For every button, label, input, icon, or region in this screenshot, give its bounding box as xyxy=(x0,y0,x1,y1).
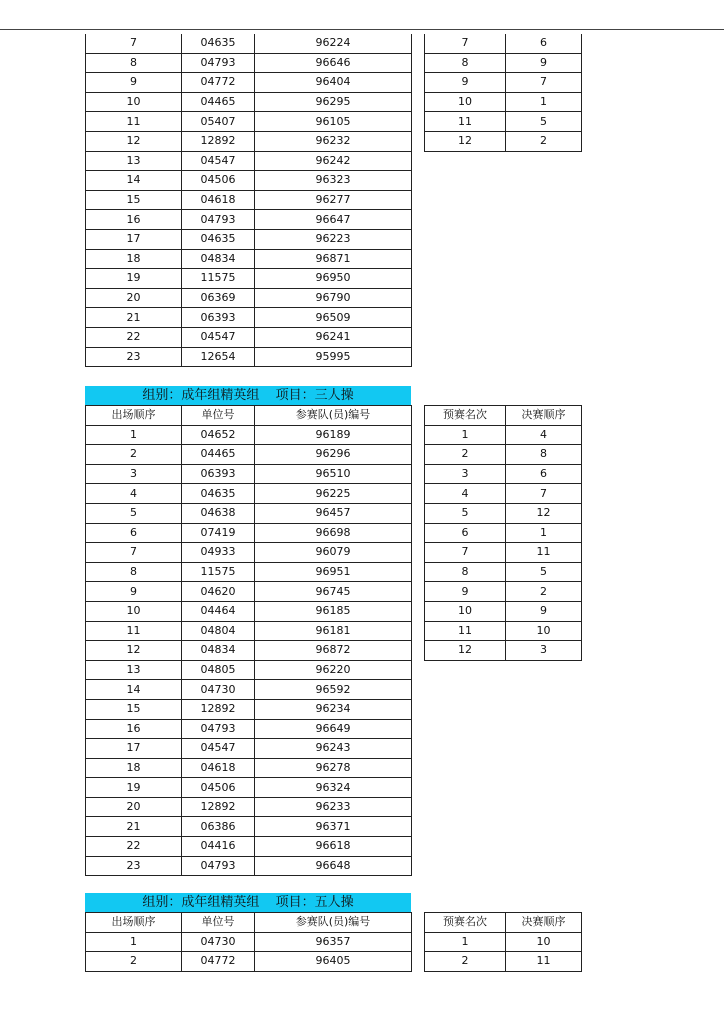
table-cell: 04416 xyxy=(182,837,255,857)
table-cell: 5 xyxy=(86,503,182,523)
table-cell: 10 xyxy=(86,92,182,112)
table-cell: 9 xyxy=(425,73,506,93)
table-cell: 04635 xyxy=(182,484,255,504)
table-cell: 04730 xyxy=(182,932,255,952)
table-cell: 95995 xyxy=(255,347,412,367)
table-cell: 12892 xyxy=(182,699,255,719)
table-cell: 22 xyxy=(86,837,182,857)
ranking-row xyxy=(425,92,582,112)
header-final-order: 决赛顺序 xyxy=(506,913,582,933)
ranking-row xyxy=(425,503,582,523)
ranking-row xyxy=(425,952,582,972)
table-cell: 07419 xyxy=(182,523,255,543)
table-cell: 04506 xyxy=(182,171,255,191)
table-cell: 20 xyxy=(86,288,182,308)
table-cell: 04772 xyxy=(182,952,255,972)
table-cell: 96105 xyxy=(255,112,412,132)
table-cell: 8 xyxy=(425,53,506,73)
table-cell: 04620 xyxy=(182,582,255,602)
table-cell: 96510 xyxy=(255,464,412,484)
table-row xyxy=(86,641,412,661)
table-cell: 96592 xyxy=(255,680,412,700)
table-cell: 96296 xyxy=(255,445,412,465)
schedule-table-cont xyxy=(85,34,412,367)
table-cell: 2 xyxy=(506,582,582,602)
table-cell: 04805 xyxy=(182,660,255,680)
ranking-row xyxy=(425,484,582,504)
table-header-row xyxy=(86,406,412,426)
table-row xyxy=(86,151,412,171)
table-cell: 7 xyxy=(86,34,182,53)
table-cell: 06386 xyxy=(182,817,255,837)
header-team-id: 参赛队(员)编号 xyxy=(255,406,412,426)
table-cell: 04465 xyxy=(182,445,255,465)
table-cell: 96872 xyxy=(255,641,412,661)
table-cell: 10 xyxy=(425,601,506,621)
table-cell: 04635 xyxy=(182,229,255,249)
table-cell: 96323 xyxy=(255,171,412,191)
table-cell: 1 xyxy=(425,932,506,952)
table-cell: 96618 xyxy=(255,837,412,857)
table-row xyxy=(86,582,412,602)
table-header-row xyxy=(86,913,412,933)
table-row xyxy=(86,425,412,445)
table-cell: 96233 xyxy=(255,797,412,817)
table-cell: 96241 xyxy=(255,327,412,347)
table-cell: 04547 xyxy=(182,151,255,171)
table-cell: 8 xyxy=(425,562,506,582)
table-cell: 8 xyxy=(86,562,182,582)
table-cell: 4 xyxy=(506,425,582,445)
table-row xyxy=(86,562,412,582)
table-cell: 96457 xyxy=(255,503,412,523)
table-cell: 3 xyxy=(86,464,182,484)
table-cell: 10 xyxy=(425,92,506,112)
table-row xyxy=(86,621,412,641)
table-cell: 96745 xyxy=(255,582,412,602)
table-cell: 05407 xyxy=(182,112,255,132)
table-cell: 96371 xyxy=(255,817,412,837)
table-cell: 10 xyxy=(506,621,582,641)
table-cell: 04793 xyxy=(182,53,255,73)
table-cell: 04804 xyxy=(182,621,255,641)
table-cell: 04547 xyxy=(182,739,255,759)
table-cell: 06393 xyxy=(182,464,255,484)
header-prelim-rank: 预赛名次 xyxy=(425,913,506,933)
table-cell: 04465 xyxy=(182,92,255,112)
table-row xyxy=(86,952,412,972)
table-cell: 11575 xyxy=(182,269,255,289)
table-row xyxy=(86,92,412,112)
table-cell: 19 xyxy=(86,778,182,798)
table-cell: 17 xyxy=(86,229,182,249)
table-cell: 1 xyxy=(86,425,182,445)
table-cell: 19 xyxy=(86,269,182,289)
table-row xyxy=(86,229,412,249)
table-cell: 16 xyxy=(86,210,182,230)
table-cell: 5 xyxy=(506,562,582,582)
table-cell: 9 xyxy=(506,601,582,621)
table-cell: 7 xyxy=(425,543,506,563)
table-cell: 96242 xyxy=(255,151,412,171)
table-cell: 13 xyxy=(86,151,182,171)
table-cell: 12 xyxy=(425,131,506,151)
ranking-row xyxy=(425,445,582,465)
group-label: 组别：成年组精英组 xyxy=(142,388,260,403)
ranking-row xyxy=(425,621,582,641)
table-cell: 04506 xyxy=(182,778,255,798)
ranking-row xyxy=(425,562,582,582)
table-cell: 3 xyxy=(506,641,582,661)
table-cell: 96224 xyxy=(255,34,412,53)
table-row xyxy=(86,523,412,543)
table-cell: 96649 xyxy=(255,719,412,739)
table-cell: 04730 xyxy=(182,680,255,700)
table-cell: 6 xyxy=(506,464,582,484)
table-row xyxy=(86,837,412,857)
table-cell: 8 xyxy=(506,445,582,465)
table-row xyxy=(86,464,412,484)
header-final-order: 决赛顺序 xyxy=(506,406,582,426)
table-cell: 4 xyxy=(86,484,182,504)
table-cell: 2 xyxy=(506,131,582,151)
table-cell: 9 xyxy=(506,53,582,73)
table-cell: 12 xyxy=(86,131,182,151)
table-cell: 11575 xyxy=(182,562,255,582)
ranking-row xyxy=(425,34,582,53)
ranking-table-cont xyxy=(424,34,582,152)
table-cell: 04618 xyxy=(182,190,255,210)
table-row xyxy=(86,171,412,191)
table-cell: 9 xyxy=(86,582,182,602)
table-cell: 11 xyxy=(86,621,182,641)
table-cell: 17 xyxy=(86,739,182,759)
table-cell: 2 xyxy=(425,952,506,972)
table-cell: 7 xyxy=(506,73,582,93)
table-cell: 96223 xyxy=(255,229,412,249)
table-row xyxy=(86,249,412,269)
ranking-row xyxy=(425,582,582,602)
table-cell: 8 xyxy=(86,53,182,73)
table-cell: 96405 xyxy=(255,952,412,972)
ranking-table-trio xyxy=(424,405,582,661)
table-cell: 96790 xyxy=(255,288,412,308)
table-cell: 14 xyxy=(86,680,182,700)
table-cell: 96871 xyxy=(255,249,412,269)
table-cell: 6 xyxy=(86,523,182,543)
table-cell: 04834 xyxy=(182,249,255,269)
table-cell: 1 xyxy=(425,425,506,445)
table-row xyxy=(86,699,412,719)
table-cell: 04933 xyxy=(182,543,255,563)
table-row xyxy=(86,190,412,210)
table-cell: 7 xyxy=(506,484,582,504)
table-cell: 04618 xyxy=(182,758,255,778)
schedule-table-quintet xyxy=(85,912,412,972)
table-row xyxy=(86,503,412,523)
ranking-row xyxy=(425,464,582,484)
table-cell: 04652 xyxy=(182,425,255,445)
table-cell: 20 xyxy=(86,797,182,817)
header-team-id: 参赛队(员)编号 xyxy=(255,913,412,933)
table-cell: 96950 xyxy=(255,269,412,289)
ranking-table-quintet xyxy=(424,912,582,972)
table-cell: 3 xyxy=(425,464,506,484)
table-cell: 96648 xyxy=(255,856,412,876)
table-row xyxy=(86,778,412,798)
table-cell: 10 xyxy=(506,932,582,952)
table-cell: 1 xyxy=(506,92,582,112)
table-cell: 96647 xyxy=(255,210,412,230)
ranking-row xyxy=(425,641,582,661)
table-row xyxy=(86,660,412,680)
table-cell: 2 xyxy=(86,445,182,465)
table-cell: 96509 xyxy=(255,308,412,328)
table-cell: 12 xyxy=(425,641,506,661)
table-cell: 13 xyxy=(86,660,182,680)
table-cell: 7 xyxy=(425,34,506,53)
table-cell: 12892 xyxy=(182,797,255,817)
table-cell: 12 xyxy=(86,641,182,661)
ranking-row xyxy=(425,523,582,543)
table-cell: 04547 xyxy=(182,327,255,347)
table-row xyxy=(86,288,412,308)
table-cell: 2 xyxy=(86,952,182,972)
table-cell: 18 xyxy=(86,758,182,778)
table-cell: 7 xyxy=(86,543,182,563)
table-cell: 4 xyxy=(425,484,506,504)
project-label: 项目：三人操 xyxy=(275,388,354,403)
table-cell: 5 xyxy=(506,112,582,132)
project-label: 项目：五人操 xyxy=(275,895,354,910)
table-cell: 2 xyxy=(425,445,506,465)
table-row xyxy=(86,308,412,328)
table-cell: 9 xyxy=(425,582,506,602)
table-cell: 1 xyxy=(86,932,182,952)
table-cell: 96220 xyxy=(255,660,412,680)
table-cell: 96232 xyxy=(255,131,412,151)
table-row xyxy=(86,445,412,465)
table-cell: 96277 xyxy=(255,190,412,210)
table-row xyxy=(86,210,412,230)
table-row xyxy=(86,739,412,759)
table-cell: 04464 xyxy=(182,601,255,621)
table-cell: 06393 xyxy=(182,308,255,328)
table-row xyxy=(86,73,412,93)
table-row xyxy=(86,131,412,151)
table-cell: 96079 xyxy=(255,543,412,563)
table-cell: 96698 xyxy=(255,523,412,543)
table-row xyxy=(86,719,412,739)
table-cell: 96189 xyxy=(255,425,412,445)
group-banner-quintet xyxy=(85,893,411,913)
ranking-row xyxy=(425,932,582,952)
table-row xyxy=(86,680,412,700)
table-cell: 12892 xyxy=(182,131,255,151)
table-row xyxy=(86,327,412,347)
table-cell: 96234 xyxy=(255,699,412,719)
ranking-row xyxy=(425,425,582,445)
table-row xyxy=(86,856,412,876)
table-cell: 11 xyxy=(506,952,582,972)
table-cell: 6 xyxy=(506,34,582,53)
table-cell: 15 xyxy=(86,190,182,210)
table-row xyxy=(86,34,412,53)
table-cell: 96646 xyxy=(255,53,412,73)
table-cell: 11 xyxy=(425,621,506,641)
table-cell: 21 xyxy=(86,308,182,328)
table-cell: 5 xyxy=(425,503,506,523)
table-cell: 21 xyxy=(86,817,182,837)
table-cell: 16 xyxy=(86,719,182,739)
table-cell: 96295 xyxy=(255,92,412,112)
table-row xyxy=(86,53,412,73)
table-row xyxy=(86,112,412,132)
table-cell: 9 xyxy=(86,73,182,93)
ranking-row xyxy=(425,73,582,93)
table-cell: 96404 xyxy=(255,73,412,93)
table-cell: 12 xyxy=(506,503,582,523)
table-cell: 04793 xyxy=(182,719,255,739)
header-unit: 单位号 xyxy=(182,406,255,426)
table-cell: 04635 xyxy=(182,34,255,53)
table-cell: 96225 xyxy=(255,484,412,504)
table-cell: 6 xyxy=(425,523,506,543)
table-cell: 96951 xyxy=(255,562,412,582)
table-cell: 04638 xyxy=(182,503,255,523)
table-row xyxy=(86,347,412,367)
page-top-rule xyxy=(0,29,724,30)
table-cell: 11 xyxy=(86,112,182,132)
header-unit: 单位号 xyxy=(182,913,255,933)
table-cell: 15 xyxy=(86,699,182,719)
table-cell: 23 xyxy=(86,347,182,367)
table-cell: 96278 xyxy=(255,758,412,778)
table-row xyxy=(86,269,412,289)
ranking-header-row xyxy=(425,913,582,933)
table-cell: 11 xyxy=(506,543,582,563)
ranking-header-row xyxy=(425,406,582,426)
table-cell: 96185 xyxy=(255,601,412,621)
group-banner-trio xyxy=(85,386,411,406)
table-row xyxy=(86,484,412,504)
table-row xyxy=(86,758,412,778)
header-order: 出场顺序 xyxy=(86,406,182,426)
ranking-row xyxy=(425,601,582,621)
ranking-row xyxy=(425,543,582,563)
table-cell: 04834 xyxy=(182,641,255,661)
schedule-table-trio xyxy=(85,405,412,876)
header-prelim-rank: 预赛名次 xyxy=(425,406,506,426)
table-row xyxy=(86,543,412,563)
table-cell: 04793 xyxy=(182,856,255,876)
table-row xyxy=(86,817,412,837)
table-cell: 96357 xyxy=(255,932,412,952)
table-cell: 23 xyxy=(86,856,182,876)
table-cell: 96243 xyxy=(255,739,412,759)
table-row xyxy=(86,932,412,952)
table-row xyxy=(86,797,412,817)
table-cell: 18 xyxy=(86,249,182,269)
ranking-row xyxy=(425,131,582,151)
table-cell: 22 xyxy=(86,327,182,347)
table-cell: 04772 xyxy=(182,73,255,93)
header-order: 出场顺序 xyxy=(86,913,182,933)
table-cell: 14 xyxy=(86,171,182,191)
table-cell: 04793 xyxy=(182,210,255,230)
table-cell: 12654 xyxy=(182,347,255,367)
ranking-row xyxy=(425,112,582,132)
table-cell: 10 xyxy=(86,601,182,621)
table-cell: 06369 xyxy=(182,288,255,308)
table-row xyxy=(86,601,412,621)
table-cell: 11 xyxy=(425,112,506,132)
group-label: 组别：成年组精英组 xyxy=(142,895,260,910)
table-cell: 96324 xyxy=(255,778,412,798)
table-cell: 1 xyxy=(506,523,582,543)
table-cell: 96181 xyxy=(255,621,412,641)
ranking-row xyxy=(425,53,582,73)
